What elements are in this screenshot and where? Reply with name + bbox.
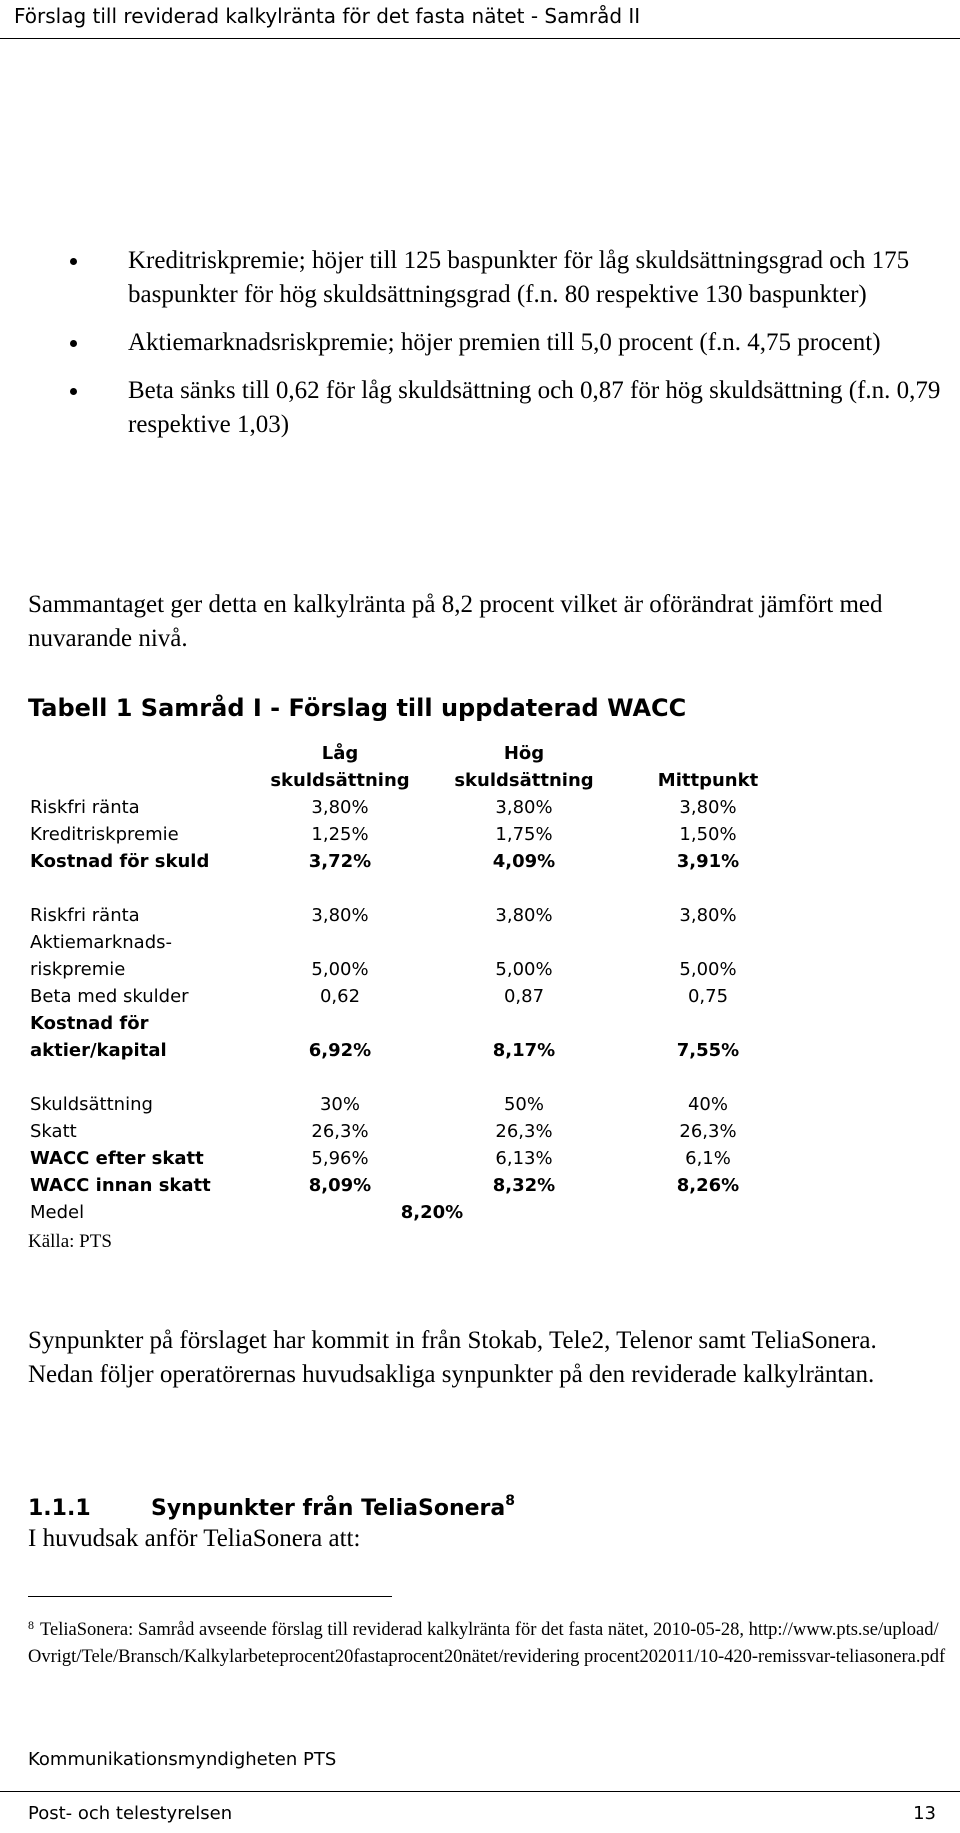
agency-name: Kommunikationsmyndigheten PTS xyxy=(28,1749,337,1770)
table-title: Tabell 1 Samråd I - Förslag till uppdaterad WACC xyxy=(28,694,687,722)
footer-divider xyxy=(0,1791,960,1792)
table-row: Kostnad för aktier/kapital 6,92% 8,17% 7,55% xyxy=(30,1013,740,1061)
table-spacer xyxy=(30,1064,800,1091)
section-title: Synpunkter från TeliaSonera xyxy=(151,1496,506,1521)
column-header-high: Hög skuldsättning xyxy=(454,743,594,791)
table-row: WACC efter skatt 5,96% 6,13% 6,1% xyxy=(30,1148,731,1169)
table-row: Beta med skulder 0,62 0,87 0,75 xyxy=(30,986,729,1007)
table-row: Skatt 26,3% 26,3% 26,3% xyxy=(30,1121,737,1142)
table-spacer xyxy=(30,875,800,902)
section-heading xyxy=(28,1486,515,1524)
page-header: Förslag till reviderad kalkylränta för det fasta nätet - Samråd II xyxy=(14,4,641,28)
table-row: Riskfri ränta 3,80% 3,80% 3,80% xyxy=(30,905,737,926)
table-row: Kostnad för skuld 3,72% 4,09% 3,91% xyxy=(30,851,740,872)
footer-publisher: Post- och telestyrelsen xyxy=(28,1803,233,1824)
table-row: Riskfri ränta 3,80% 3,80% 3,80% xyxy=(30,797,737,818)
bullet-list xyxy=(70,244,950,456)
summary-paragraph: Sammantaget ger detta en kalkylränta på 8,2 procent vilket är oförändrat jämfört med nuvarande nivå. xyxy=(28,591,883,652)
page-number: 13 xyxy=(913,1803,936,1824)
footnote: $^8$ TeliaSonera: Samråd avseende förslag till reviderad kalkylränta för det fasta nätet, 2010-05-28, http://www.pts.se/upload/Ovrigt/Tele/Bransch/Kalkylarbeteprocent20fastaprocent20nätet/revidering procent202011/10-420-remissvar-teliasonera.pdf xyxy=(28,1618,946,1667)
table-row: Kreditriskpremie 1,25% 1,75% 1,50% xyxy=(30,824,737,845)
bullet-icon xyxy=(70,340,77,347)
list-item: Aktiemarknadsriskpremie; höjer premien till 5,0 procent (f.n. 4,75 procent) xyxy=(70,326,950,360)
section-number: 1.1.1 xyxy=(28,1496,91,1521)
list-item: Kreditriskpremie; höjer till 125 baspunkter för låg skuldsättningsgrad och 175 baspunkter för hög skuldsättningsgrad (f.n. 80 respektive 130 baspunkter) xyxy=(70,244,950,312)
section-intro: I huvudsak anför TeliaSonera att: xyxy=(28,1525,361,1552)
header-divider xyxy=(0,38,960,39)
footnote-ref: 8 xyxy=(505,1493,516,1509)
bullet-icon xyxy=(70,258,77,265)
table-row: Medel 8,20% xyxy=(30,1202,464,1223)
wacc-table xyxy=(30,740,800,1226)
table-row: Skuldsättning 30% 50% 40% xyxy=(30,1094,728,1115)
comments-paragraph: Synpunkter på förslaget har kommit in från Stokab, Tele2, Telenor samt TeliaSonera. Nedan följer operatörernas huvudsakliga synpunkter på den reviderade kalkylräntan. xyxy=(28,1327,877,1388)
column-header-low: Låg skuldsättning xyxy=(270,743,410,791)
table-row: WACC innan skatt 8,09% 8,32% 8,26% xyxy=(30,1175,740,1196)
column-header-mid: Mittpunkt xyxy=(657,770,759,791)
footnote-divider xyxy=(28,1596,392,1597)
table-source: Källa: PTS xyxy=(28,1231,112,1252)
bullet-icon xyxy=(70,388,77,395)
list-item: Beta sänks till 0,62 för låg skuldsättning och 0,87 för hög skuldsättning (f.n. 0,79 respektive 1,03) xyxy=(70,374,950,442)
table-header-row xyxy=(30,740,800,794)
table-row: Aktiemarknads- riskpremie 5,00% 5,00% 5,00% xyxy=(30,932,737,980)
